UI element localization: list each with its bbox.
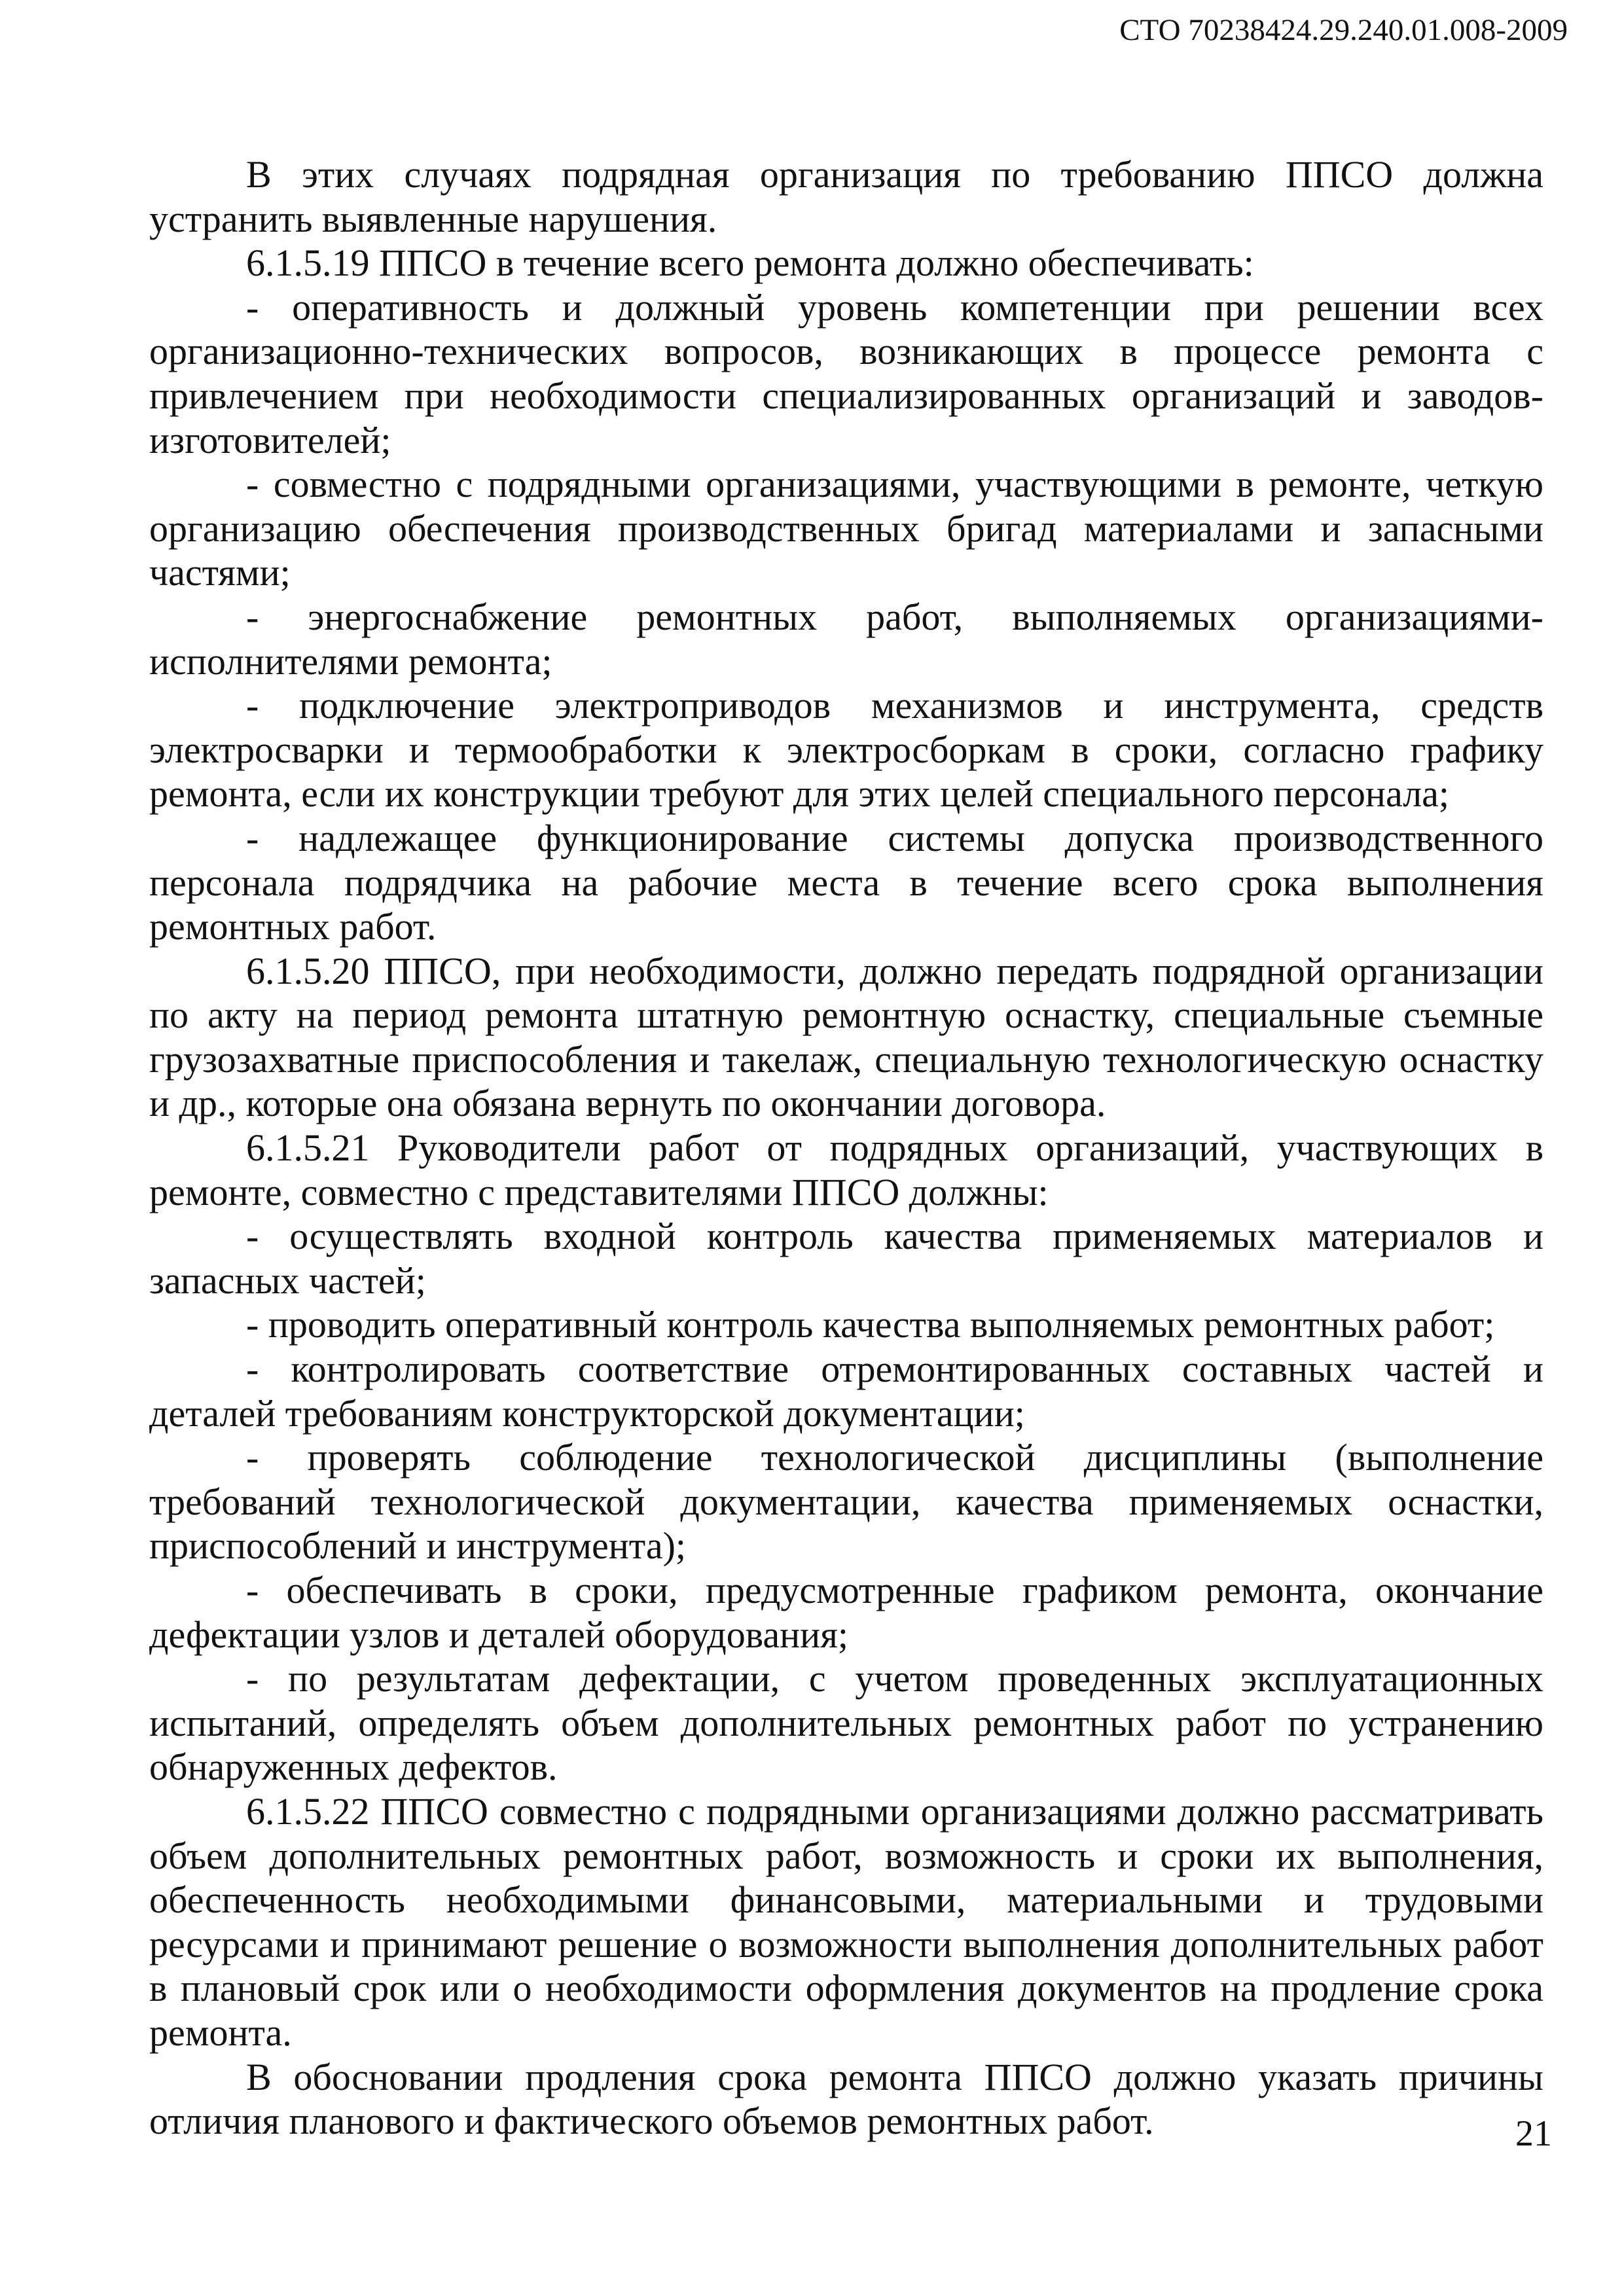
paragraph-extension-justification: В обосновании продления срока ремонта ППСО должно указать причины отличия планового и фактического объемов ремонтных работ. bbox=[149, 2055, 1543, 2143]
clause-6-1-5-19: 6.1.5.19 ППСО в течение всего ремонта должно обеспечивать: bbox=[246, 242, 1254, 285]
list-item-access-system: - надлежащее функционирование системы допуска производственного персонала подрядчика на рабочие места в течение всего срока выполнения ремонтных работ. bbox=[149, 816, 1543, 948]
clause-6-1-5-21: 6.1.5.21 Руководители работ от подрядных организаций, участвующих в ремонте, совместно с представителями ППСО должны: bbox=[149, 1126, 1543, 1213]
list-item-defect-detection: - обеспечивать в сроки, предусмотренные графиком ремонта, окончание дефектации узлов и деталей оборудования; bbox=[149, 1569, 1543, 1656]
list-item-competence: - оперативность и должный уровень компетенции при решении всех организационно-технических вопросов, возникающих в процессе ремонта с привлечением при необходимости специализированных организаций и заводов-изготовителей; bbox=[149, 285, 1543, 461]
list-item-design-compliance: - контролировать соответствие отремонтированных составных частей и деталей требованиям конструкторской документации; bbox=[149, 1348, 1543, 1435]
clause-6-1-5-20: 6.1.5.20 ППСО, при необходимости, должно передать подрядной организации по акту на период ремонта штатную ремонтную оснастку, специальные съемные грузозахватные приспособления и такелаж, специальную технологическую оснастку и др., которые она обязана вернуть по окончании договора. bbox=[149, 949, 1543, 1125]
list-item-input-control: - осуществлять входной контроль качества применяемых материалов и запасных частей; bbox=[149, 1215, 1543, 1302]
list-item-power-supply: - энергоснабжение ремонтных работ, выполняемых организациями-исполнителями ремонта; bbox=[149, 595, 1543, 683]
clause-6-1-5-22: 6.1.5.22 ППСО совместно с подрядными организациями должно рассматривать объем дополнительных ремонтных работ, возможность и сроки их выполнения, обеспеченность необходимыми финансовыми, материальными и трудовыми ресурсами и принимают решение о возможности выполнения дополнительных работ в плановый срок или о необходимости оформления документов на продление срока ремонта. bbox=[149, 1789, 1543, 2054]
list-item-electric-drives: - подключение электроприводов механизмов и инструмента, средств электросварки и термообработки к электросборкам в сроки, согласно графику ремонта, если их конструкции требуют для этих целей специального персонала; bbox=[149, 684, 1543, 816]
list-item-additional-scope: - по результатам дефектации, с учетом проведенных эксплуатационных испытаний, определять объем дополнительных ремонтных работ по устранению обнаруженных дефектов. bbox=[149, 1657, 1543, 1789]
list-item-technological-discipline: - проверять соблюдение технологической дисциплины (выполнение требований технологической документации, качества применяемых оснастки, приспособлений и инструмента); bbox=[149, 1436, 1543, 1568]
page-number: 21 bbox=[1515, 2113, 1552, 2154]
list-item-supply-organization: - совместно с подрядными организациями, участвующими в ремонте, четкую организацию обеспечения производственных бригад материалами и запасными частями; bbox=[149, 463, 1543, 594]
document-body bbox=[149, 152, 1543, 2144]
paragraph-violations-fix: В этих случаях подрядная организация по требованию ППСО должна устранить выявленные нарушения. bbox=[149, 153, 1543, 240]
document-code-header: СТО 70238424.29.240.01.008-2009 bbox=[1119, 13, 1568, 47]
list-item-operational-control: - проводить оперативный контроль качества выполняемых ремонтных работ; bbox=[246, 1303, 1495, 1346]
